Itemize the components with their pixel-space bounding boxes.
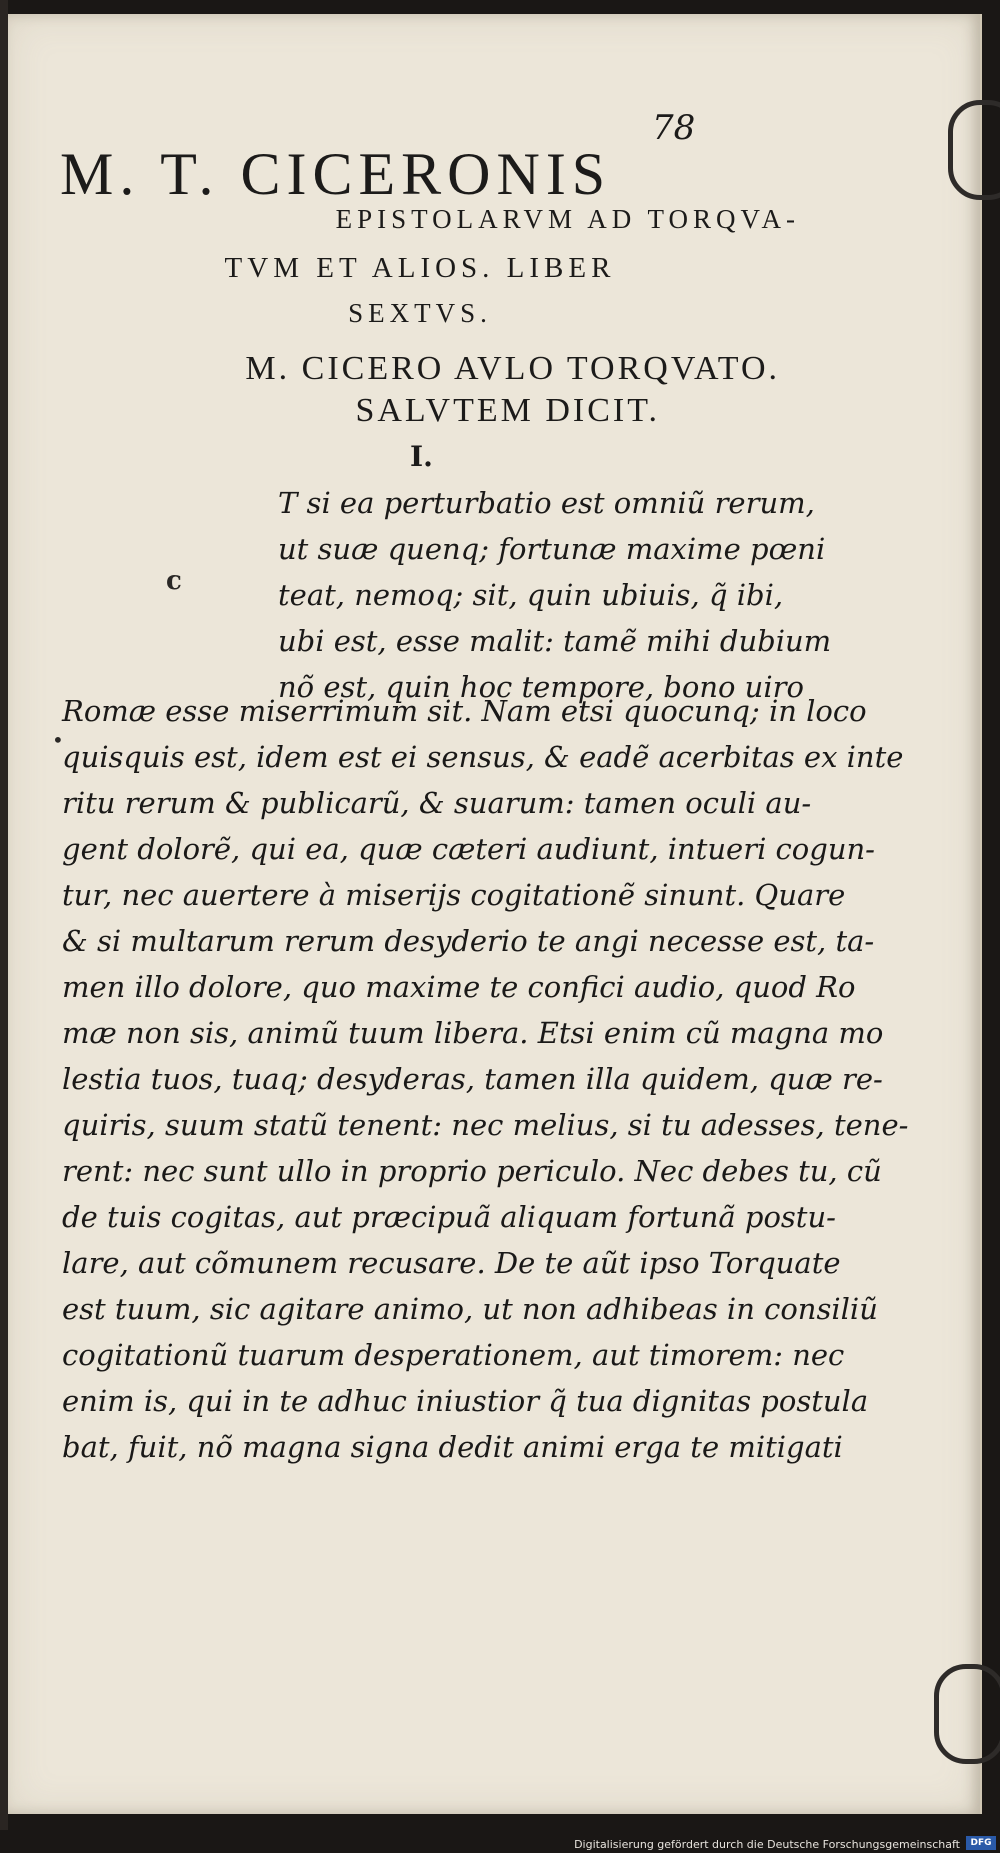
text-line: & si multarum rerum desyderio te angi necesse est, ta- xyxy=(62,924,875,958)
text-line: nõ est, quin hoc tempore, bono uiro xyxy=(278,670,804,704)
text-line: ubi est, esse malit: tamẽ mihi dubium xyxy=(278,624,832,658)
footer-credit: Digitalisierung gefördert durch die Deutsche Forschungsgemeinschaft xyxy=(574,1838,960,1851)
text-line: Romæ esse miserrimum sit. Nam etsi quocunq; in loco xyxy=(62,694,867,728)
text-line: quisquis est, idem est ei sensus, & eadẽ acerbitas ex inte xyxy=(62,740,904,774)
title-author: M. T. CICERONIS xyxy=(60,141,612,207)
margin-bullet: • xyxy=(52,728,64,752)
text-line: quiris, suum statũ tenent: nec melius, si tu adesses, tene- xyxy=(62,1108,909,1142)
letter-number: I. xyxy=(410,440,433,473)
text-line: est tuum, sic agitare animo, ut non adhibeas in consiliũ xyxy=(62,1292,878,1326)
body-text-full xyxy=(62,688,909,1470)
folio-number: 78 xyxy=(652,108,696,148)
page-edge xyxy=(0,0,8,1830)
text-line: de tuis cogitas, aut præcipuã aliquam fortunã postu- xyxy=(62,1200,836,1234)
text-line: ut suæ quenq; fortunæ maxime pœni xyxy=(278,532,826,566)
text-line: teat, nemoq; sit, quin ubiuis, q̃ ibi, xyxy=(278,578,784,612)
text-line: enim is, qui in te adhuc iniustior q̃ tua dignitas postula xyxy=(62,1384,869,1418)
binding-ring-bottom xyxy=(934,1664,1000,1764)
title-line-4: SEXTVS. xyxy=(348,298,492,328)
text-line: T si ea perturbatio est omniũ rerum, xyxy=(278,486,815,520)
text-line: men illo dolore, quo maxime te confici audio, quod Ro xyxy=(62,970,856,1004)
address-line-1: M. CICERO AVLO TORQVATO. xyxy=(245,350,780,387)
margin-note: c xyxy=(166,566,182,596)
text-line: lare, aut cõmunem recusare. De te aũt ipso Torquate xyxy=(62,1246,841,1280)
title-line-2: EPISTOLARVM AD TORQVA- xyxy=(335,204,800,234)
address-line-2: SALVTEM DICIT. xyxy=(355,392,660,429)
dropcap-initial xyxy=(142,472,260,642)
text-line: bat, fuit, nõ magna signa dedit animi erga te mitigati xyxy=(62,1430,843,1464)
dfg-logo: DFG xyxy=(966,1836,996,1850)
text-line: mæ non sis, animũ tuum libera. Etsi enim cũ magna mo xyxy=(62,1016,884,1050)
text-line: lestia tuos, tuaq; desyderas, tamen illa quidem, quæ re- xyxy=(62,1062,883,1096)
binding-ring-top xyxy=(948,100,1000,200)
text-line: ritu rerum & publicarũ, & suarum: tamen oculi au- xyxy=(62,786,812,820)
text-line: tur, nec auertere à miserijs cogitationẽ sinunt. Quare xyxy=(62,878,846,912)
text-line: gent dolorẽ, qui ea, quæ cæteri audiunt, intueri cogun- xyxy=(62,832,875,866)
title-line-3: TVM ET ALIOS. LIBER xyxy=(224,252,616,284)
body-text-indented xyxy=(278,480,832,710)
text-line: cogitationũ tuarum desperationem, aut timorem: nec xyxy=(62,1338,845,1372)
text-line: rent: nec sunt ullo in proprio periculo. Nec debes tu, cũ xyxy=(62,1154,882,1188)
